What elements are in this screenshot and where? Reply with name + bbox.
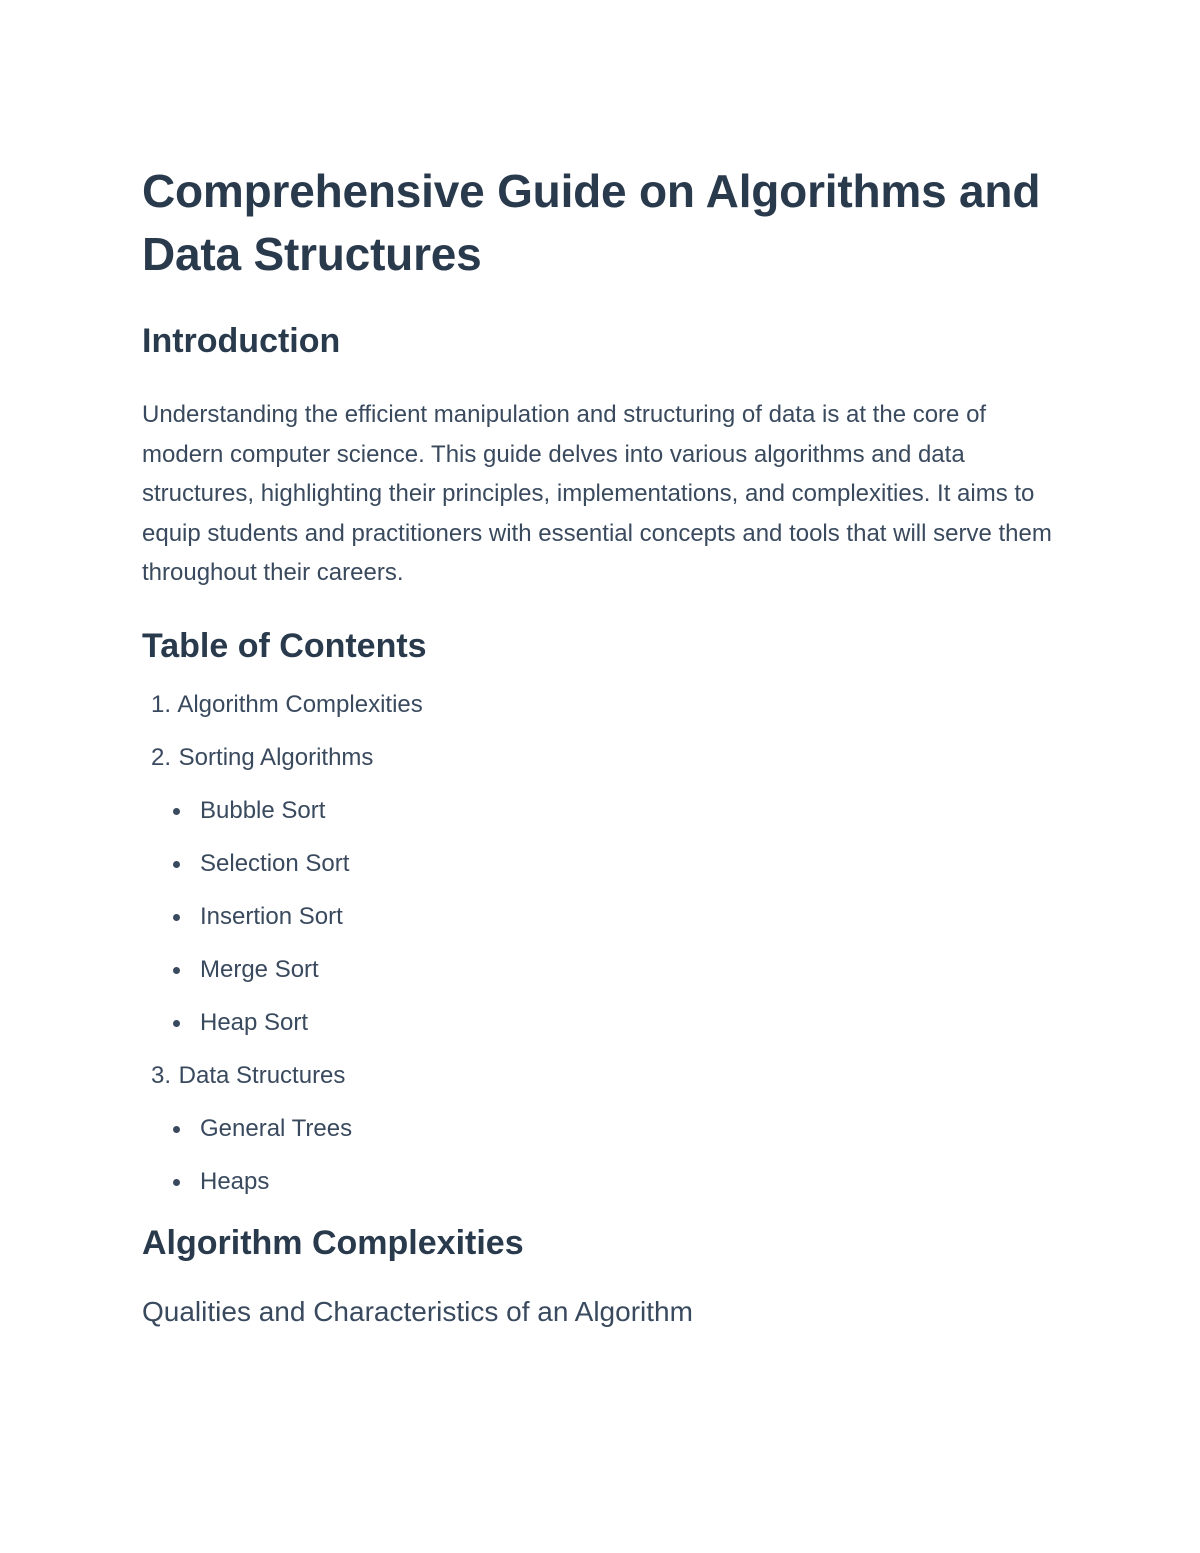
- toc-subitem: [142, 850, 1062, 878]
- toc-subitem: [142, 903, 1062, 931]
- toc-subitem-label: Heap Sort: [200, 1008, 309, 1036]
- toc-subitem-label: Heaps: [200, 1167, 270, 1195]
- algorithm-complexities-heading: Algorithm Complexities: [142, 1223, 524, 1262]
- toc-sublist-data-structures: [142, 1115, 1062, 1196]
- bullet-icon: [173, 861, 180, 868]
- toc-item-number: 3.: [150, 1061, 171, 1089]
- toc-subitem-label: Selection Sort: [200, 849, 350, 877]
- toc-item-data-structures: [142, 1062, 1062, 1196]
- bullet-icon: [173, 1179, 180, 1186]
- toc-subitem-label: General Trees: [200, 1114, 353, 1142]
- toc-subitem: [142, 1115, 1062, 1143]
- bullet-icon: [173, 1126, 180, 1133]
- toc-item-algorithm-complexities: [142, 691, 1062, 719]
- qualities-subheading: Qualities and Characteristics of an Algorithm: [142, 1295, 693, 1327]
- toc-item-label: Algorithm Complexities: [177, 690, 423, 718]
- toc-subitem-label: Insertion Sort: [200, 902, 343, 930]
- toc-item-number: 2.: [150, 743, 171, 771]
- bullet-icon: [173, 808, 180, 815]
- toc-item-label: Data Structures: [178, 1061, 346, 1089]
- toc-item-number: 1.: [150, 690, 171, 718]
- document-page: [142, 160, 1062, 1330]
- bullet-icon: [173, 1020, 180, 1027]
- table-of-contents-heading: Table of Contents: [142, 626, 427, 665]
- bullet-icon: [173, 967, 180, 974]
- toc-subitem: [142, 1009, 1062, 1037]
- document-title: Comprehensive Guide on Algorithms and Data Structures: [142, 165, 1041, 280]
- bullet-icon: [173, 914, 180, 921]
- toc-subitem: [142, 1168, 1062, 1196]
- toc-subitem: [142, 797, 1062, 825]
- toc-item-sorting-algorithms: [142, 744, 1062, 1037]
- toc-sublist-sorting: [142, 797, 1062, 1037]
- toc-subitem-label: Merge Sort: [200, 955, 319, 983]
- introduction-heading: Introduction: [142, 322, 341, 360]
- toc-subitem-label: Bubble Sort: [200, 796, 326, 824]
- table-of-contents-list: [142, 691, 1062, 1196]
- toc-subitem: [142, 956, 1062, 984]
- introduction-paragraph: Understanding the efficient manipulation and structuring of data is at the core of modern computer science. This guide delves into various algorithms and data structures, highlighting their principles, implementations, and complexities. It aims to equip students and practitioners with essential concepts and tools that will serve them throughout their careers.: [142, 401, 1052, 586]
- toc-item-label: Sorting Algorithms: [178, 743, 374, 771]
